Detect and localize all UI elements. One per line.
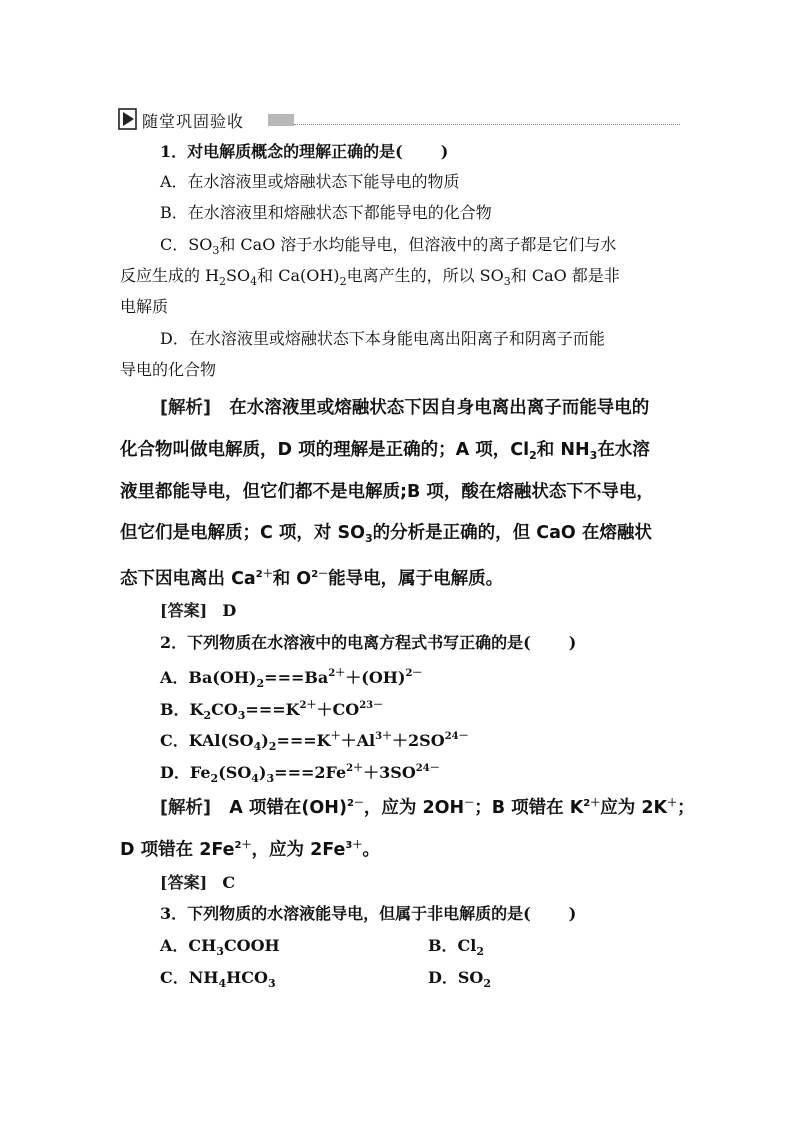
q2-stem (160, 633, 576, 653)
sub: 3 (267, 977, 276, 990)
t: D．Fe (160, 763, 211, 782)
t: 和 NH (536, 440, 590, 460)
t: C．KAl(SO (160, 731, 254, 750)
section-header (118, 106, 680, 132)
sup: 2＋ (583, 798, 601, 809)
sup: ＋ (667, 798, 678, 809)
sup: 23－ (359, 700, 384, 711)
sub: 2 (339, 275, 347, 288)
sup: 2＋ (255, 569, 273, 580)
t: 反应生成的 H (120, 266, 220, 285)
t: D．SO (428, 968, 484, 987)
q3-stem-text: 3．下列物质的水溶液能导电，但属于非电解质的是( (160, 904, 531, 923)
a1-line5 (120, 565, 503, 589)
answer-value: D (222, 601, 237, 620)
t: ＋3SO (363, 763, 416, 782)
t: 和 Ca(OH) (257, 266, 340, 285)
t: ＋(OH) (345, 668, 406, 687)
sub: 4 (250, 275, 258, 288)
t: (SO (218, 763, 252, 782)
t: 态下因电离出 Ca (120, 569, 256, 589)
t: 化合物叫做电解质，D 项的理解是正确的；A 项，Cl (120, 440, 530, 460)
sup: 2＋ (346, 763, 364, 774)
t: B．Cl (428, 936, 477, 955)
q2-option-b (160, 696, 383, 726)
sub: 3 (212, 244, 220, 257)
t: ) (258, 763, 267, 782)
q1-stem-text: 1．对电解质概念的理解正确的是( (160, 142, 403, 161)
sub: 2 (268, 740, 277, 753)
analysis-tag: [解析] (160, 798, 211, 818)
t: ) (261, 731, 269, 750)
t: ===2Fe (274, 763, 347, 782)
sup: 2－ (311, 569, 329, 580)
t: CO (211, 700, 238, 719)
t: 。 (362, 840, 380, 860)
t: D 项错在 2Fe (120, 840, 235, 860)
sup: 24－ (444, 731, 469, 742)
q2-option-a (160, 664, 422, 694)
analysis-tag: [解析] (160, 398, 211, 418)
sub: 4 (218, 977, 227, 990)
t: 电离产生的，所以 SO (346, 266, 504, 285)
header-grey-bar (268, 114, 294, 126)
play-arrow-icon (118, 108, 138, 130)
t: B．K (160, 700, 204, 719)
q1-option-c-line3: 电解质 (120, 297, 169, 316)
q3-stem (160, 904, 576, 924)
q2-stem-end: ) (568, 633, 577, 652)
sup: 2＋ (328, 668, 346, 679)
q2-stem-text: 2．下列物质在水溶液中的电离方程式书写正确的是( (160, 633, 531, 652)
t: ；B 项错在 K (474, 798, 584, 818)
q2-option-d (160, 759, 440, 789)
t: ＋2SO (392, 731, 445, 750)
sub: 3 (589, 449, 598, 462)
q1-stem (160, 142, 448, 162)
answer-value: C (222, 873, 236, 892)
sub: 4 (251, 772, 259, 785)
header-shade (268, 106, 680, 122)
section-title: 随堂巩固验收 (142, 112, 245, 131)
sup: － (464, 798, 475, 809)
sub: 2 (256, 677, 265, 690)
sup: 3＋ (345, 840, 363, 851)
a1-line3: 液里都能导电，但它们都不是电解质;B 项，酸在熔融状态下不导电， (120, 482, 654, 502)
answer-tag: [答案] (160, 873, 208, 892)
q1-option-d-line2: 导电的化合物 (120, 360, 217, 379)
q2-option-c (160, 727, 469, 757)
q3-option-c (160, 968, 276, 994)
sub: 2 (210, 772, 219, 785)
sup: 3＋ (375, 731, 393, 742)
sub: 2 (529, 449, 537, 462)
sub: 3 (237, 709, 246, 722)
q1-option-a: A．在水溶液里或熔融状态下能导电的物质 (160, 172, 460, 191)
answer-tag: [答案] (160, 601, 208, 620)
a2-line1 (160, 794, 695, 818)
t: ，应为 2OH (363, 798, 465, 818)
sup: ＋ (330, 731, 341, 742)
q3-option-b (428, 936, 484, 962)
t: COOH (223, 936, 280, 955)
sub: 2 (483, 977, 492, 990)
q3-option-d (428, 968, 491, 994)
a2-answer (160, 873, 235, 893)
sub: 4 (253, 740, 262, 753)
t: SO (226, 266, 251, 285)
t: 的分析是正确的，但 CaO 在熔融状 (372, 523, 652, 543)
t: A．CH (160, 936, 217, 955)
q3-option-a (160, 936, 280, 962)
a1-line2 (120, 440, 650, 466)
t: C．NH (160, 968, 219, 987)
sub: 2 (203, 709, 212, 722)
q1-stem-end: ) (440, 142, 449, 161)
a2-line2 (120, 836, 380, 860)
t: 应为 2K (600, 798, 668, 818)
q1-option-d-line1: D．在水溶液里或熔融状态下本身能电离出阳离子和阴离子而能 (160, 329, 605, 348)
t: ===K (276, 731, 331, 750)
q1-option-c-line1 (160, 235, 616, 261)
sub: 3 (266, 772, 275, 785)
sup: 2－ (346, 798, 364, 809)
t: HCO (226, 968, 268, 987)
t: 和 CaO 溶于水均能导电，但溶液中的离子都是它们与水 (219, 235, 617, 254)
t: ＋Al (340, 731, 376, 750)
sub: 3 (365, 532, 373, 545)
q1-option-c-line2 (120, 266, 620, 292)
t: 但它们是电解质；C 项，对 SO (120, 523, 366, 543)
t: 在水溶液里或熔融状态下因自身电离出离子而能导电的 (229, 398, 650, 418)
t: A．Ba(OH) (160, 668, 257, 687)
t: ===Ba (264, 668, 329, 687)
t: 和 O (272, 569, 312, 589)
t: ，应为 2Fe (251, 840, 346, 860)
q3-stem-end: ) (568, 904, 577, 923)
q1-option-b: B．在水溶液里和熔融状态下都能导电的化合物 (160, 203, 492, 222)
sup: 2＋ (234, 840, 252, 851)
sub: 2 (219, 275, 227, 288)
t: ； (677, 798, 695, 818)
t: A 项错在(OH) (229, 798, 347, 818)
a1-line4 (120, 523, 652, 549)
sup: 2－ (405, 668, 423, 679)
a1-answer (160, 601, 236, 621)
sub: 2 (476, 945, 484, 958)
t: 在水溶 (597, 440, 650, 460)
t: ===K (245, 700, 300, 719)
t: ＋CO (316, 700, 360, 719)
sub: 3 (503, 275, 511, 288)
sup: 2＋ (299, 700, 317, 711)
t: 和 CaO 都是非 (510, 266, 620, 285)
sub: 3 (216, 945, 224, 958)
sup: 24－ (415, 763, 440, 774)
t: 能导电，属于电解质。 (328, 569, 504, 589)
t: C．SO (160, 235, 213, 254)
a1-line1 (160, 398, 649, 418)
header-dotted-rule (294, 124, 680, 125)
